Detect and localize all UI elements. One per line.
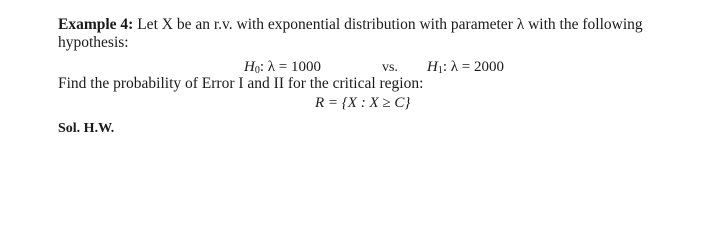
question-text: Find the probability of Error I and II for the critical region: [58, 75, 424, 92]
question-line [58, 75, 423, 93]
h1-subscript: 1 [437, 65, 443, 76]
example-line-2 [58, 34, 129, 52]
solution-label [58, 120, 114, 138]
h1-rest: : λ = 2000 [442, 59, 504, 75]
example-label: Example 4: [58, 16, 134, 33]
critical-region-text: R = {X : X ≥ C} [315, 95, 411, 111]
solution-text: Sol. H.W. [58, 121, 115, 136]
h0-rest: : λ = 1000 [259, 59, 321, 75]
h0-subscript: 0 [254, 65, 260, 76]
example-line-1 [58, 16, 643, 34]
vs-label: vs. [382, 60, 398, 75]
critical-region [315, 94, 410, 112]
example-text-1: Let X be an r.v. with exponential distribution with parameter λ with the following [137, 16, 643, 33]
null-hypothesis [244, 58, 321, 76]
h1-symbol: H [427, 59, 438, 75]
h0-symbol: H [244, 59, 255, 75]
alternative-hypothesis [427, 58, 504, 76]
example-text-2: hypothesis: [58, 34, 129, 51]
